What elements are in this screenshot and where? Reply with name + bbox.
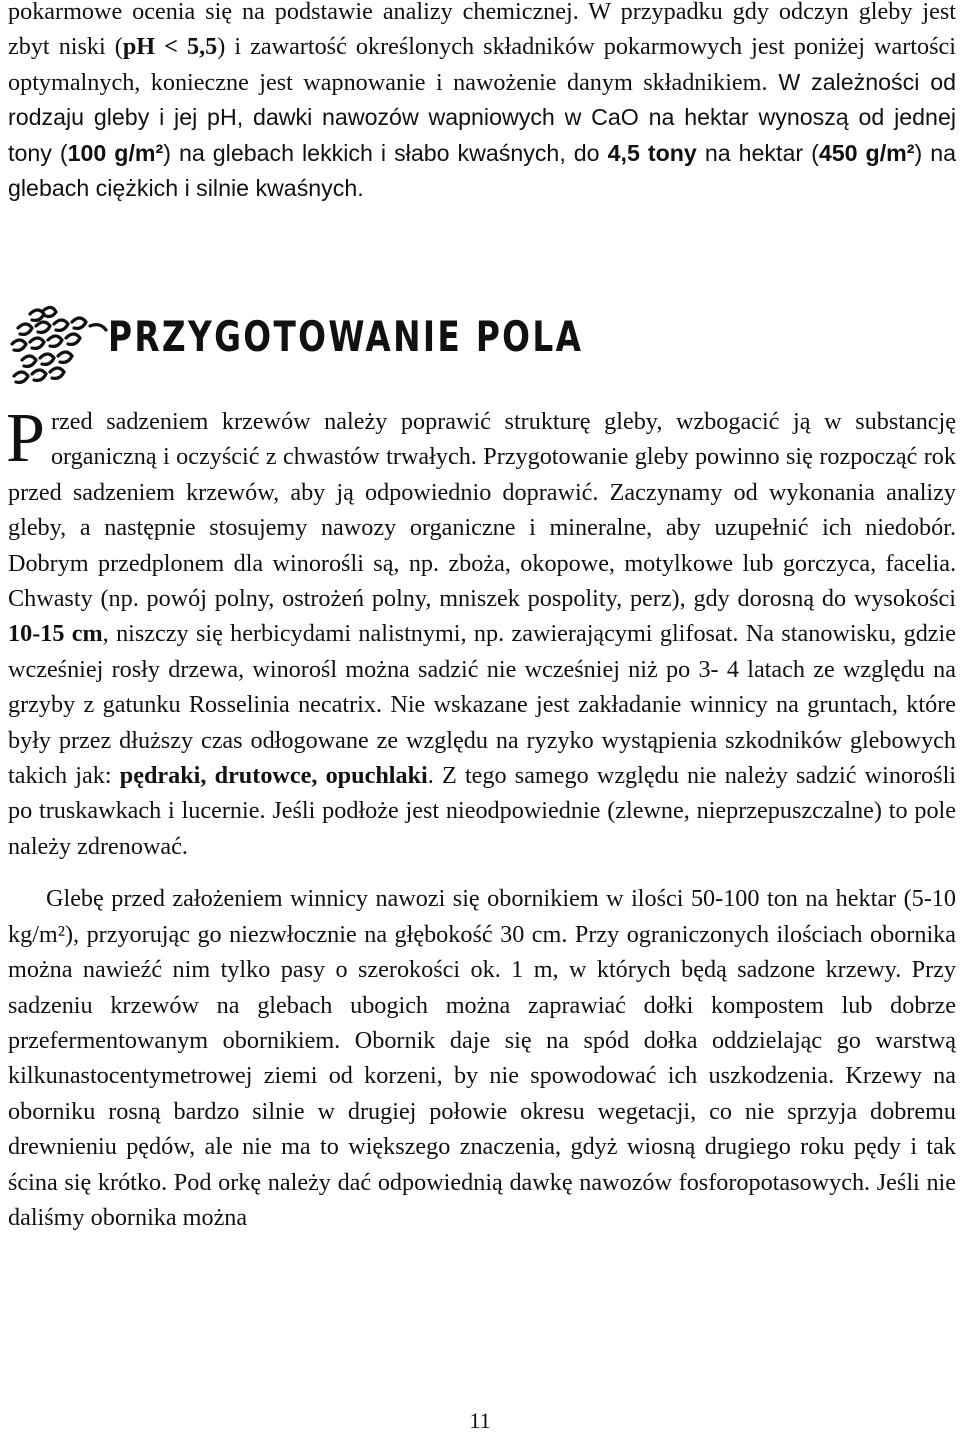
page-number: 11	[469, 1408, 491, 1433]
dose-text-4: ) na glebach ciężkich i silnie kwaśnych.	[8, 139, 957, 202]
intro-text-serif-2: ) i zawartość określonych składników pokarmowych jest poniżej wartości optymalnych, konieczne jest wapnowanie i nawożenie danym składnikiem.	[8, 33, 956, 96]
prep-text-1: rzed sadzeniem krzewów należy poprawić strukturę gleby, wzbogacić ją w substancję organiczną i oczyścić z chwastów trwałych. Przygotowanie gleby powinno się rozpocząć rok przed sadzeniem krzewów, aby ją odpowiednio doprawić. Zaczynamy od wykonania analizy gleby, a następnie stosujemy nawozy organiczne i mineralne, aby uzupełnić ich niedobór. Dobrym przedplonem dla winorośli są, np. zboża, okopowe, motylkowe lub gorczyca, facelia. Chwasty (np. powój polny, ostrożeń polny, mniszek pospolity, perz), gdy dorosną do wysokości	[8, 408, 956, 613]
drop-cap: P	[6, 400, 45, 477]
section-heading	[8, 298, 956, 390]
paragraph-manure: Glebę przed założeniem winnicy nawozi się obornikiem w ilości 50-100 ton na hektar (5-10 kg/m²), przyorując go niezwłocznie na głębokość 30 cm. Przy ograniczonych ilościach obornika można nawieźć nim tylko pasy o szerokości ok. 1 m, w których będą sadzone krzewy. Przy sadzeniu krzewów na glebach ubogich można zaprawiać dołki kompostem lub dobrze przefermentowanym obornikiem. Obornik daje się na spód dołka oddzielając go warstwą kilkunastocentymetrowej ziemi od korzeni, by nie spowodować ich uszkodzenia. Krzewy na oborniku rosną bardzo silnie w drugiej połowie okresu wegetacji, co nie sprzyja dobremu drewnieniu pędów, ale nie ma to większego znaczenia, gdyż wiosną drugiego roku pędy i tak ścina się krótko. Pod orkę należy dać odpowiednią dawkę nawozów fosforopotasowych. Jeśli nie daliśmy obornika można	[8, 885, 956, 1231]
dose-bold-1: 100 g/m²	[67, 139, 164, 166]
paragraph-intro	[8, 0, 956, 206]
ph-condition: pH < 5,5	[122, 33, 218, 61]
soil-pests: pędraki, drutowce, opuchlaki	[119, 762, 428, 790]
body-text	[6, 400, 957, 1235]
dose-text-3: na hektar (	[696, 139, 819, 166]
section-title: PRZYGOTOWANIE POLA	[108, 312, 584, 361]
weed-height: 10-15 cm	[8, 620, 103, 648]
prep-text-2: , niszczy się herbicydami nalistnymi, np. zawierającymi glifosat. Na stanowisku, gdzie wcześniej rosły drzewa, winorośl można sadzić nie wcześniej niż po 3- 4 latach ze względu na grzyby z gatunku Rosselinia necatrix. Nie wskazane jest zakładanie winnicy na gruntach, które były przez dłuższy czas odłogowane ze względu na ryzyko wystąpienia szkodników glebowych takich jak:	[8, 620, 956, 790]
dose-bold-3: 450 g/m²	[818, 139, 915, 166]
intro-text-serif: pokarmowe ocenia się na podstawie analizy chemicznej. W przypadku gdy odczyn gleby jest zbyt niski (	[8, 0, 956, 61]
dose-text-2: ) na glebach lekkich i słabo kwaśnych, do	[163, 139, 608, 166]
paragraph-field-preparation	[6, 400, 957, 864]
grape-ornament-icon	[8, 300, 110, 390]
prep-text-3: . Z tego samego względu nie należy sadzić winorośli po truskawkach i lucernie. Jeśli podłoże jest nieodpowiednie (zlewne, nieprzepuszczalne) to pole należy zdrenować.	[8, 762, 957, 860]
dose-text-1: W zależności od rodzaju gleby i jej pH, dawki nawozów wapniowych w CaO na hektar wynoszą od jednej tony (	[8, 68, 956, 166]
dose-bold-2: 4,5 tony	[607, 139, 697, 166]
